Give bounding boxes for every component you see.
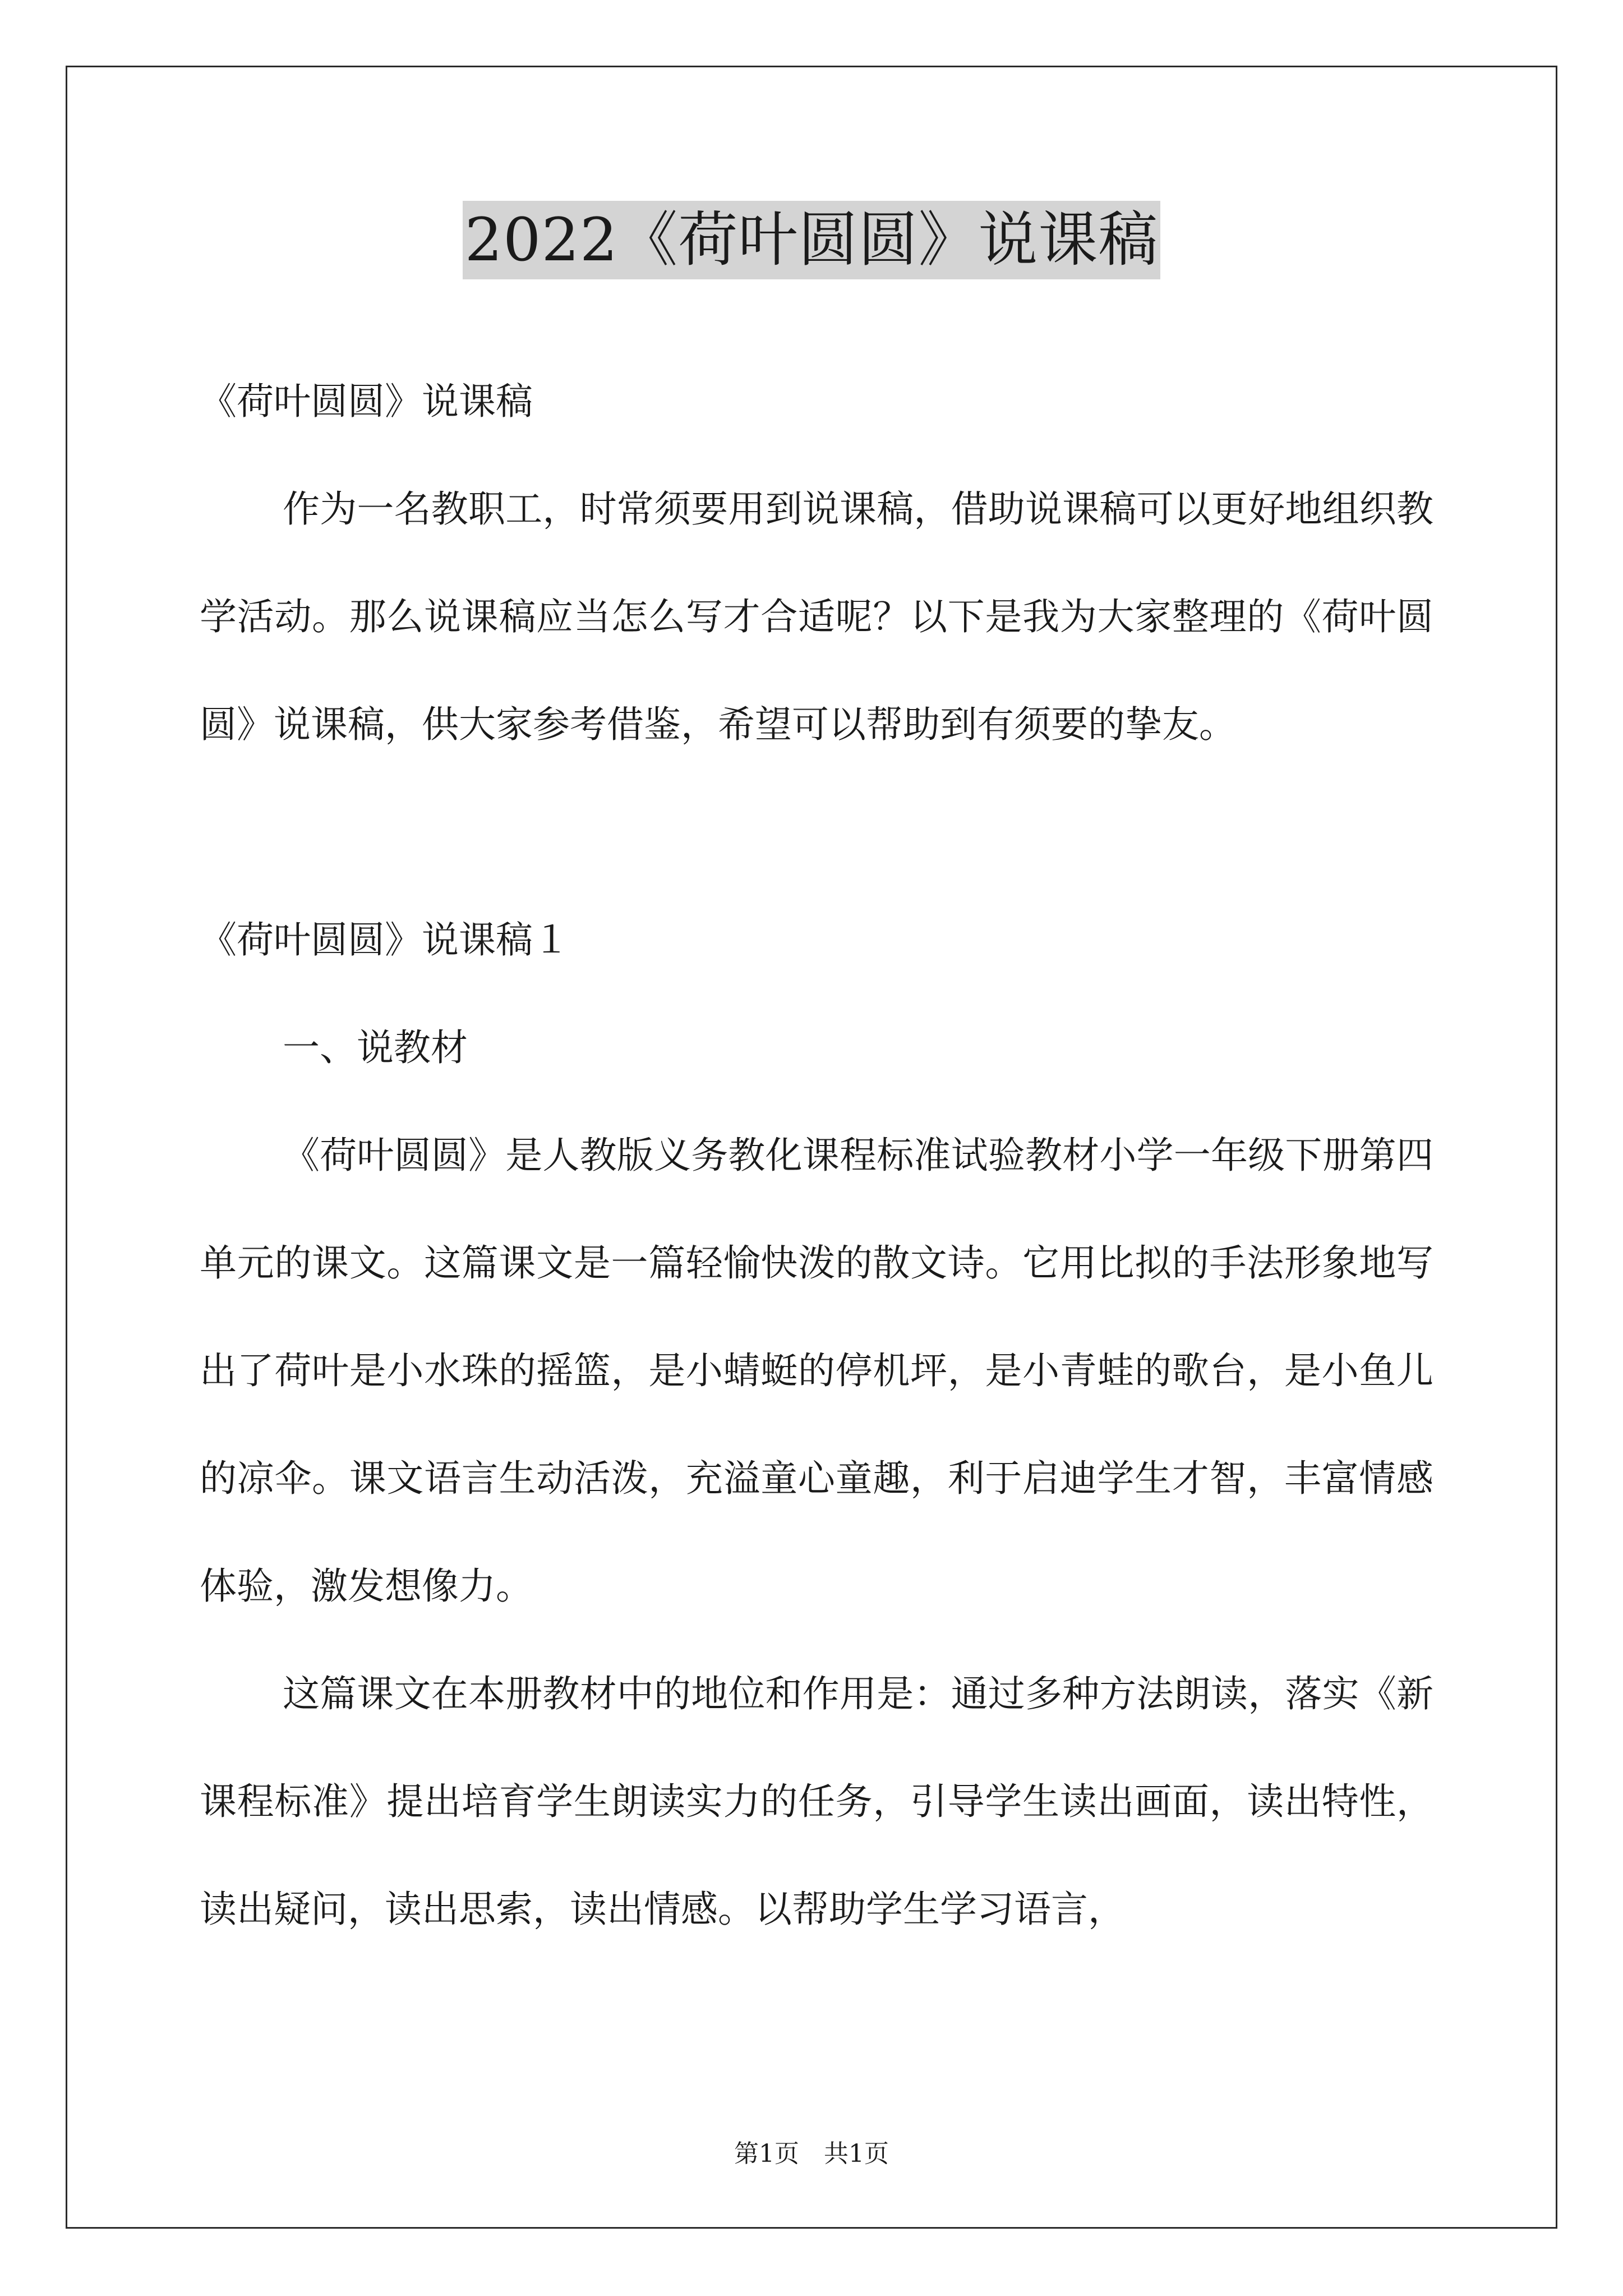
document-subtitle: 《荷叶圆圆》说课稿 [200, 380, 533, 423]
section-heading: 一、说教材 [283, 1026, 468, 1069]
title-container [0, 201, 1623, 279]
spacer [200, 779, 1433, 886]
page-footer: 第1页 共1页 [734, 2139, 889, 2168]
document-title: 2022《荷叶圆圆》说课稿 [463, 201, 1161, 279]
intro-paragraph: 作为一名教职工，时常须要用到说课稿，借助说课稿可以更好地组织教学活动。那么说课稿应当怎么写才合适呢？以下是我为大家整理的《荷叶圆圆》说课稿，供大家参考借鉴，希望可以帮助到有须要的挚友。 [200, 487, 1433, 746]
section-title: 《荷叶圆圆》说课稿１ [200, 918, 570, 961]
body-paragraph-1: 《荷叶圆圆》是人教版义务教化课程标准试验教材小学一年级下册第四单元的课文。这篇课文是一篇轻愉快泼的散文诗。它用比拟的手法形象地写出了荷叶是小水珠的摇篮，是小蜻蜓的停机坪，是小青蛙的歌台，是小鱼儿的凉伞。课文语言生动活泼，充溢童心童趣，利于启迪学生才智，丰富情感体验，激发想像力。 [200, 1134, 1433, 1608]
document-body [200, 348, 1433, 1963]
body-paragraph-2: 这篇课文在本册教材中的地位和作用是：通过多种方法朗读，落实《新课程标准》提出培育学生朗读实力的任务，引导学生读出画面，读出特性，读出疑问，读出思索，读出情感。以帮助学生学习语言， [200, 1672, 1433, 1931]
